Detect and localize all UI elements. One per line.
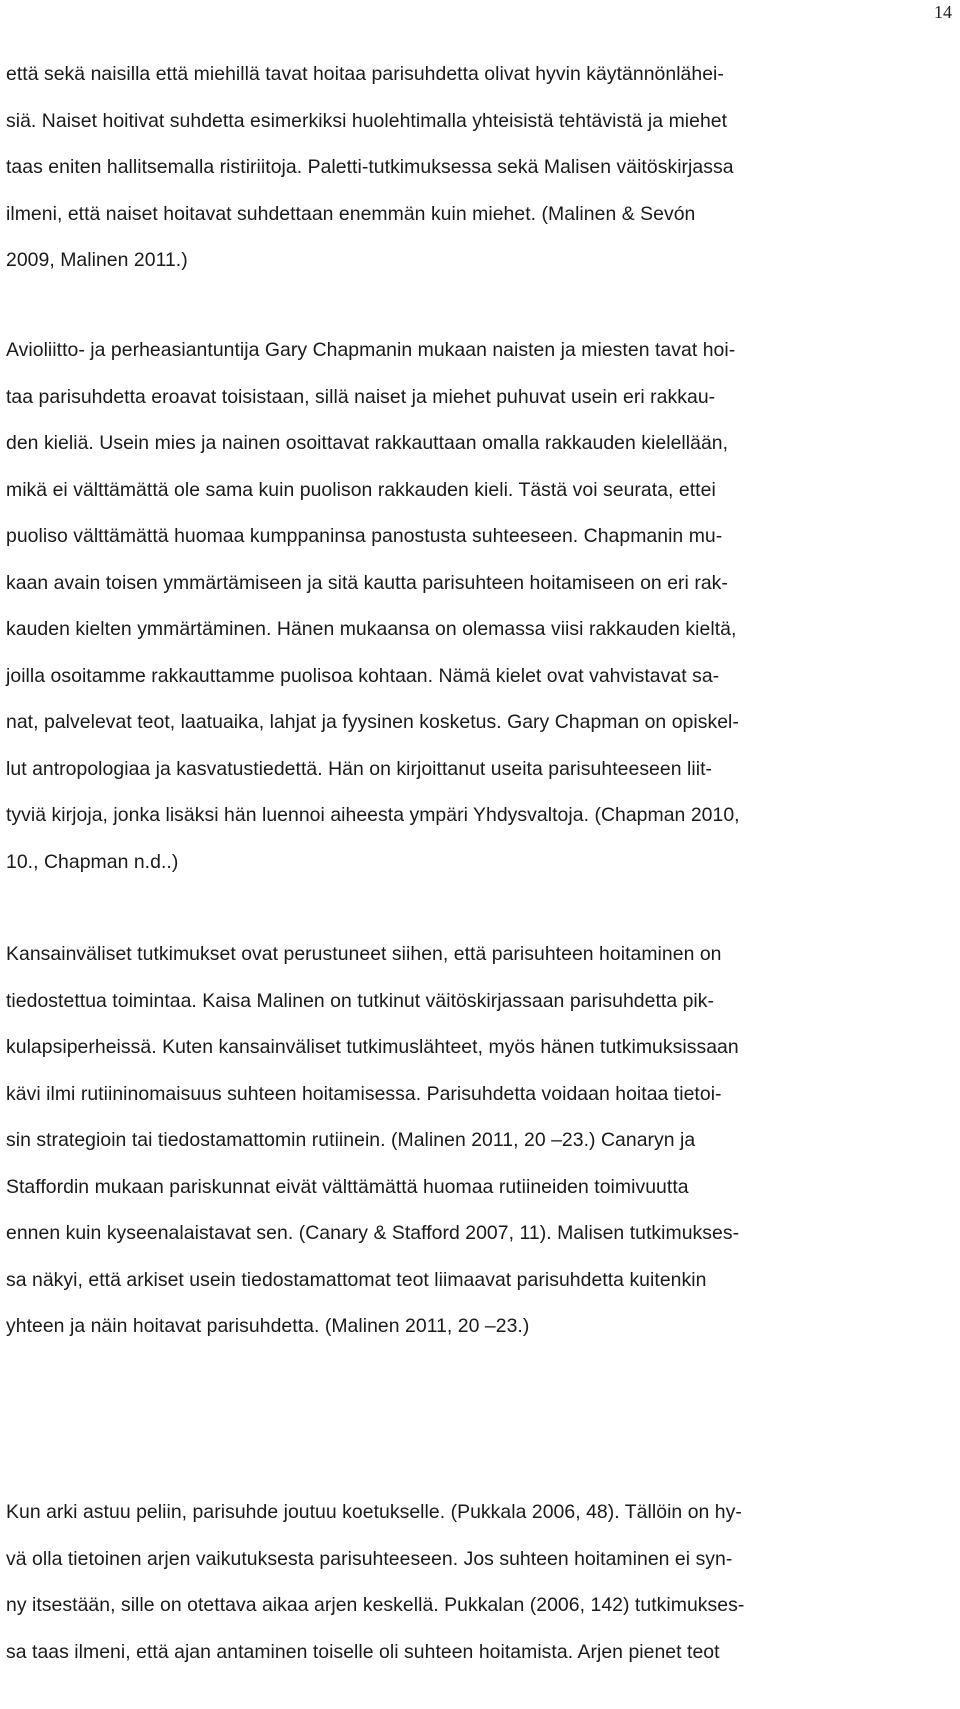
text-line: ny itsestään, sille on otettava aikaa arjen keskellä. Pukkalan (2006, 142) tutkimukses- — [6, 1594, 745, 1616]
text-line: puoliso välttämättä huomaa kumppaninsa panostusta suhteeseen. Chapmanin mu- — [6, 525, 723, 547]
text-line: Staffordin mukaan pariskunnat eivät välttämättä huomaa rutiineiden toimivuutta — [6, 1175, 689, 1198]
text-line: siä. Naiset hoitivat suhdetta esimerkiksi huolehtimalla yhteisistä tehtävistä ja miehet — [6, 109, 728, 132]
text-line: tyviä kirjoja, jonka lisäksi hän luennoi aiheesta ympäri Yhdysvaltoja. (Chapman 2010, — [6, 804, 740, 826]
text-line: taa parisuhdetta eroavat toisistaan, sillä naiset ja miehet puhuvat usein eri rakkau- — [6, 385, 716, 408]
text-line: sa taas ilmeni, että ajan antaminen toiselle oli suhteen hoitamista. Arjen pienet teot — [6, 1640, 720, 1663]
text-line: sin strategioin tai tiedostamattomin rutiinein. (Malinen 2011, 20 –23.) Canaryn ja — [6, 1129, 696, 1151]
text-line: kulapsiperheissä. Kuten kansainväliset tutkimuslähteet, myös hänen tutkimuksissaan — [6, 1036, 739, 1058]
text-line: joilla osoitamme rakkauttamme puolisoa kohtaan. Nämä kielet ovat vahvistavat sa- — [6, 664, 720, 687]
paragraph-1 — [6, 60, 946, 293]
text-line: kävi ilmi rutiininomaisuus suhteen hoitamisessa. Parisuhdetta voidaan hoitaa tietoi- — [6, 1082, 722, 1105]
text-line: Kansainväliset tutkimukset ovat perustuneet siihen, että parisuhteen hoitaminen on — [6, 943, 722, 965]
text-line: yhteen ja näin hoitavat parisuhdetta. (Malinen 2011, 20 –23.) — [6, 1315, 530, 1337]
paragraph-3 — [6, 940, 946, 1359]
text-line: vä olla tietoinen arjen vaikutuksesta parisuhteeseen. Jos suhteen hoitaminen ei syn- — [6, 1547, 733, 1570]
text-line: kaan avain toisen ymmärtämiseen ja sitä kautta parisuhteen hoitamiseen on eri rak- — [6, 571, 728, 594]
text-line: den kieliä. Usein mies ja nainen osoittavat rakkauttaan omalla rakkauden kielellään, — [6, 432, 729, 454]
text-line: nat, palvelevat teot, laatuaika, lahjat ja fyysinen kosketus. Gary Chapman on opiskel- — [6, 711, 739, 733]
text-line: ilmeni, että naiset hoitavat suhdettaan enemmän kuin miehet. (Malinen & Sevón — [6, 202, 696, 225]
text-line: tiedostettua toimintaa. Kaisa Malinen on tutkinut väitöskirjassaan parisuhdetta pik- — [6, 989, 715, 1012]
text-line: sa näkyi, että arkiset usein tiedostamattomat teot liimaavat parisuhdetta kuitenkin — [6, 1268, 707, 1291]
text-line: että sekä naisilla että miehillä tavat hoitaa parisuhdetta olivat hyvin käytännönlähei- — [6, 63, 724, 85]
text-line: Avioliitto- ja perheasiantuntija Gary Chapmanin mukaan naisten ja miesten tavat hoi- — [6, 339, 736, 361]
text-line: 2009, Malinen 2011.) — [6, 249, 188, 271]
text-line: kauden kielten ymmärtäminen. Hänen mukaansa on olemassa viisi rakkauden kieltä, — [6, 618, 737, 640]
text-line: Kun arki astuu peliin, parisuhde joutuu koetukselle. (Pukkala 2006, 48). Tällöin on hy- — [6, 1501, 742, 1523]
paragraph-4 — [6, 1498, 946, 1684]
text-line: ennen kuin kyseenalaistavat sen. (Canary & Stafford 2007, 11). Malisen tutkimukses- — [6, 1222, 740, 1244]
page-number: 14 — [934, 2, 952, 22]
text-line: 10., Chapman n.d..) — [6, 850, 179, 873]
text-line: lut antropologiaa ja kasvatustiedettä. Hän on kirjoittanut useita parisuhteeseen liit- — [6, 757, 713, 780]
paragraph-2 — [6, 336, 946, 894]
text-line: taas eniten hallitsemalla ristiriitoja. Paletti-tutkimuksessa sekä Malisen väitöskirjassa — [6, 156, 734, 178]
text-line: mikä ei välttämättä ole sama kuin puolison rakkauden kieli. Tästä voi seurata, ettei — [6, 478, 716, 501]
